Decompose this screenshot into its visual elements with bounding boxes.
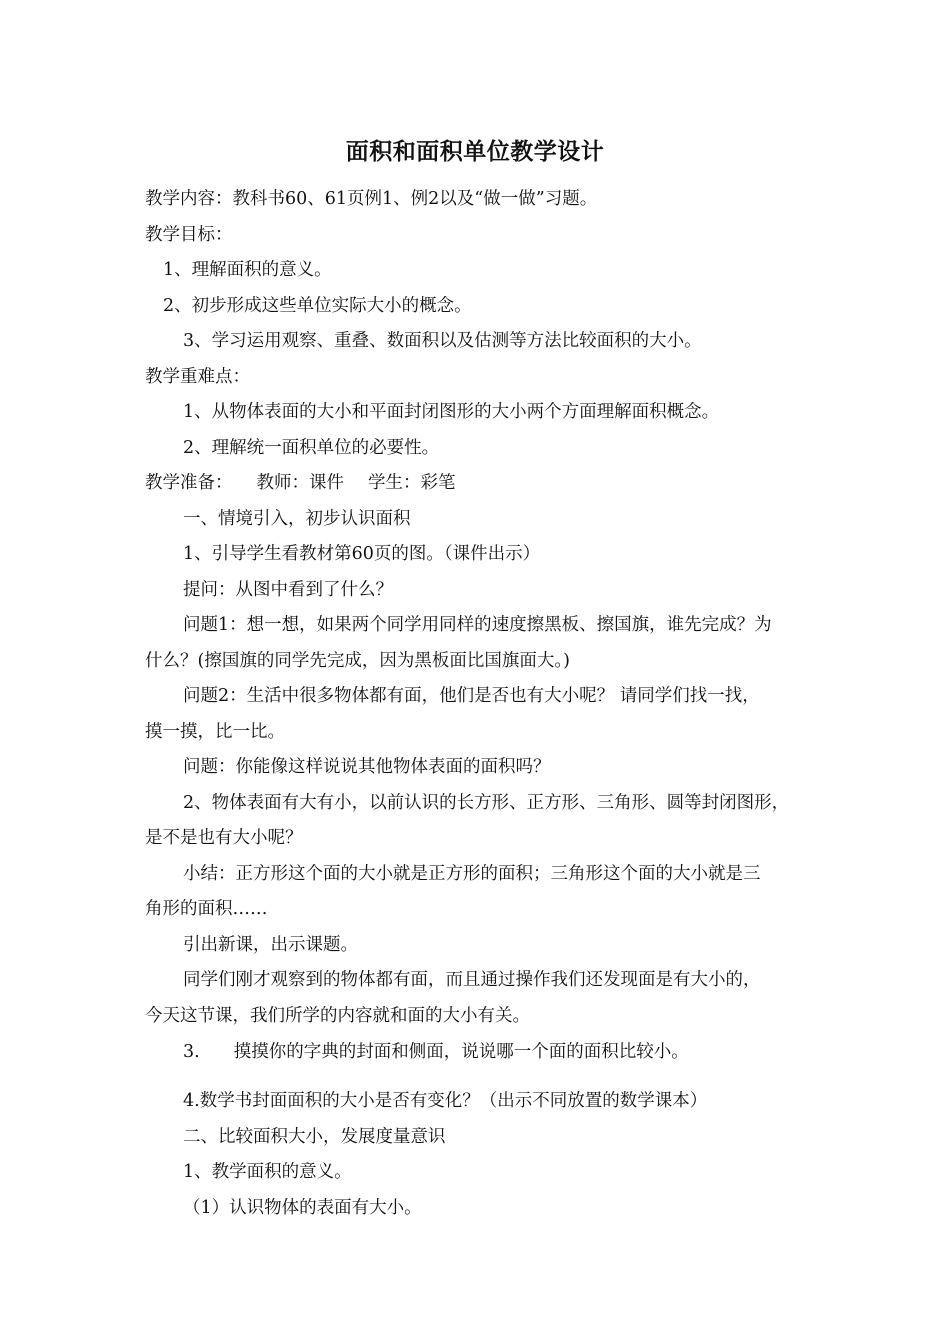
document-title: 面积和面积单位教学设计 [345,138,605,165]
key-points-heading: 教学重难点： [145,367,250,387]
item-4-line: 4.数学书封面面积的大小是否有变化？（出示不同放置的数学课本） [183,1091,708,1111]
objective-3: 3、学习运用观察、重叠、数面积以及估测等方法比较面积的大小。 [183,331,702,351]
observation-line-1: 同学们刚才观察到的物体都有面，而且通过操作我们还发现面是有大小的， [183,970,761,990]
observation-line-2: 今天这节课，我们所学的内容就和面的大小有关。 [145,1006,530,1026]
section-2-heading: 二、比较面积大小，发展度量意识 [183,1127,446,1147]
section-1-step-1: 1、引导学生看教材第60页的图。（课件出示） [183,544,541,564]
summary-line-2: 角形的面积…… [145,899,268,919]
question-1-line-2: 什么？(擦国旗的同学先完成，因为黑板面比国旗面大。) [145,651,570,671]
question-1-line-1: 问题1：想一想，如果两个同学用同样的速度擦黑板、擦国旗，谁先完成？为 [183,615,772,635]
question-2-line-2: 摸一摸，比一比。 [145,722,285,742]
preparation-line [145,471,815,495]
step-2-line-2: 是不是也有大小呢？ [145,828,303,848]
summary-line-1: 小结：正方形这个面的大小就是正方形的面积；三角形这个面的大小就是三 [183,864,761,884]
key-point-2: 2、理解统一面积单位的必要性。 [183,438,440,458]
section-2-step-1: 1、教学面积的意义。 [183,1162,352,1182]
question-3: 问题：你能像这样说说其他物体表面的面积吗？ [183,757,551,777]
objectives-heading: 教学目标： [145,225,233,245]
section-2-substep-1: （1）认识物体的表面有大小。 [183,1198,422,1218]
preparation-label: 教学准备： [145,473,233,493]
preparation-student: 学生：彩笔 [368,473,456,493]
question-2-line-1: 问题2：生活中很多物体都有面，他们是否也有大小呢？ 请同学们找一找， [183,686,760,706]
section-1-heading: 一、情境引入，初步认识面积 [183,509,411,529]
item-3-text: 摸摸你的字典的封面和侧面，说说哪一个面的面积比较小。 [233,1042,689,1062]
item-3-number: 3. [183,1042,200,1062]
objective-1: 1、理解面积的意义。 [163,260,332,280]
intro-new-lesson: 引出新课，出示课题。 [183,935,358,955]
key-point-1: 1、从物体表面的大小和平面封闭图形的大小两个方面理解面积概念。 [183,402,720,422]
objective-2: 2、初步形成这些单位实际大小的概念。 [163,296,472,316]
preparation-teacher: 教师：课件 [256,473,344,493]
step-2-line-1: 2、物体表面有大有小，以前认识的长方形、正方形、三角形、圆等封闭图形， [183,793,790,813]
teaching-content: 教学内容：教科书60、61页例1、例2以及“做一做”习题。 [145,189,598,209]
item-3-line [183,1040,853,1064]
question-prompt: 提问：从图中看到了什么？ [183,580,393,600]
